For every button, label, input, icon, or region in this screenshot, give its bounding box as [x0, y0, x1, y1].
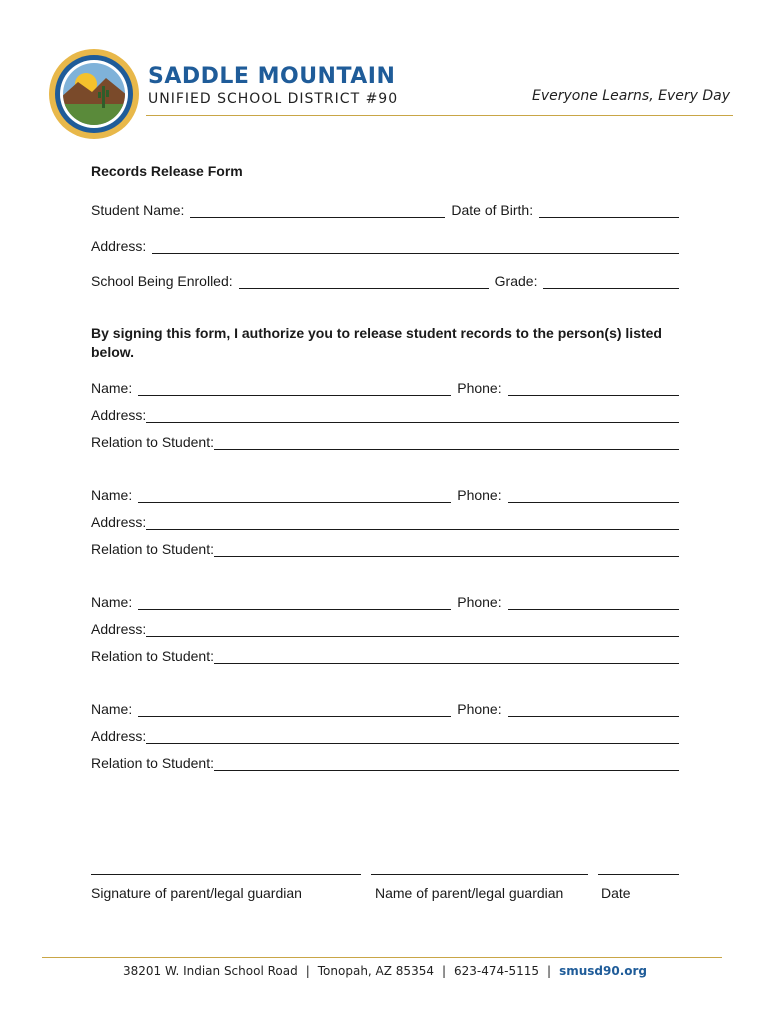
footer-city: Tonopah, AZ 85354 — [317, 964, 434, 978]
recipient-relation-field[interactable] — [214, 435, 679, 450]
student-name-row — [91, 198, 679, 218]
header-divider — [146, 115, 733, 116]
recipient-name-row — [91, 590, 679, 610]
district-seal-logo-icon — [48, 48, 140, 140]
dob-field[interactable] — [539, 203, 679, 218]
grade-field[interactable] — [543, 274, 679, 289]
signature-label: Signature of parent/legal guardian — [91, 885, 302, 901]
student-name-label: Student Name: — [91, 202, 185, 218]
recipient-phone-label: Phone: — [457, 594, 502, 610]
recipient-phone-label: Phone: — [457, 701, 502, 717]
recipient-address-row — [91, 617, 679, 637]
recipient-phone-field[interactable] — [508, 381, 679, 396]
recipient-name-label: Name: — [91, 701, 133, 717]
recipient-relation-field[interactable] — [214, 756, 679, 771]
recipient-address-row — [91, 403, 679, 423]
recipient-relation-row — [91, 644, 679, 664]
student-address-field[interactable] — [152, 239, 679, 254]
guardian-name-field[interactable] — [371, 874, 588, 875]
guardian-name-label: Name of parent/legal guardian — [375, 885, 564, 901]
recipient-phone-label: Phone: — [457, 487, 502, 503]
grade-label: Grade: — [494, 273, 538, 289]
recipient-phone-field[interactable] — [508, 488, 679, 503]
footer-separator: | — [305, 964, 310, 978]
recipient-relation-row — [91, 751, 679, 771]
school-label: School Being Enrolled: — [91, 273, 233, 289]
recipient-relation-field[interactable] — [214, 649, 679, 664]
recipient-address-label: Address: — [91, 728, 147, 744]
recipient-phone-field[interactable] — [508, 702, 679, 717]
recipient-relation-label: Relation to Student: — [91, 755, 214, 771]
recipient-relation-field[interactable] — [214, 542, 679, 557]
recipient-address-field[interactable] — [146, 408, 679, 423]
footer-address: 38201 W. Indian School Road — [122, 964, 298, 978]
recipient-name-row — [91, 376, 679, 396]
recipient-address-label: Address: — [91, 407, 147, 423]
footer-separator: | — [547, 964, 552, 978]
tagline: Everyone Learns, Every Day — [532, 88, 730, 104]
footer-website-link[interactable]: smusd90.org — [559, 964, 648, 978]
school-field[interactable] — [239, 274, 489, 289]
recipient-name-field[interactable] — [138, 702, 451, 717]
recipient-name-label: Name: — [91, 487, 133, 503]
recipient-name-row — [91, 483, 679, 503]
recipient-relation-label: Relation to Student: — [91, 434, 214, 450]
recipient-relation-row — [91, 430, 679, 450]
recipient-relation-label: Relation to Student: — [91, 541, 214, 557]
recipient-address-label: Address: — [91, 621, 147, 637]
dob-label: Date of Birth: — [451, 202, 534, 218]
footer-phone: 623-474-5115 — [454, 964, 540, 978]
signature-field[interactable] — [91, 874, 361, 875]
recipient-relation-label: Relation to Student: — [91, 648, 214, 664]
recipient-name-field[interactable] — [138, 381, 451, 396]
student-address-row — [91, 234, 679, 254]
date-field[interactable] — [598, 874, 679, 875]
student-name-field[interactable] — [190, 203, 445, 218]
recipient-address-row — [91, 510, 679, 530]
recipient-address-field[interactable] — [146, 515, 679, 530]
recipient-name-label: Name: — [91, 380, 133, 396]
district-name: SADDLE MOUNTAIN — [148, 64, 396, 89]
date-label: Date — [601, 885, 631, 901]
footer — [0, 964, 770, 978]
recipient-address-field[interactable] — [146, 729, 679, 744]
recipient-name-label: Name: — [91, 594, 133, 610]
form-title: Records Release Form — [91, 163, 243, 179]
district-subtitle: UNIFIED SCHOOL DISTRICT #90 — [148, 91, 399, 107]
recipient-phone-field[interactable] — [508, 595, 679, 610]
recipient-name-field[interactable] — [138, 595, 451, 610]
student-address-label: Address: — [91, 238, 147, 254]
recipient-name-row — [91, 697, 679, 717]
recipient-address-field[interactable] — [146, 622, 679, 637]
recipient-phone-label: Phone: — [457, 380, 502, 396]
recipient-name-field[interactable] — [138, 488, 451, 503]
school-row — [91, 269, 679, 289]
footer-separator: | — [441, 964, 447, 978]
recipient-address-label: Address: — [91, 514, 147, 530]
recipient-relation-row — [91, 537, 679, 557]
footer-divider — [42, 957, 722, 958]
recipient-address-row — [91, 724, 679, 744]
authorization-statement: By signing this form, I authorize you to release student records to the person(s) listed below. — [91, 325, 662, 360]
